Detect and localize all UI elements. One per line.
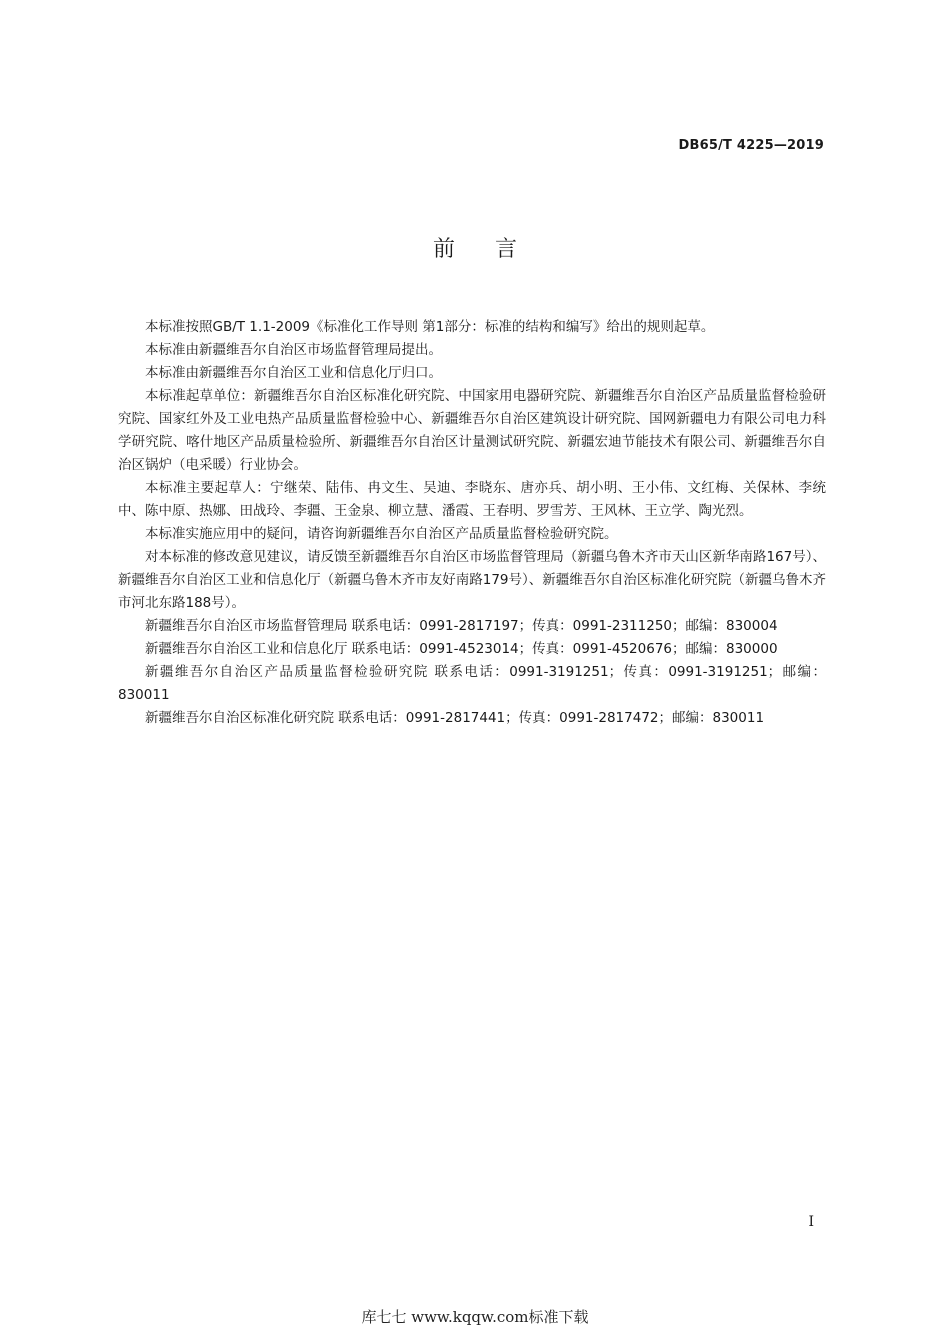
paragraph-drafters: 本标准主要起草人：宁继荣、陆伟、冉文生、吴迪、李晓东、唐亦兵、胡小明、王小伟、文红梅、关保林、李统中、陈中原、热娜、田战玲、李疆、王金泉、柳立慧、潘霞、王春明、罗雪芳、王风林、王立学、陶光烈。 (118, 480, 826, 519)
contact-industry-it: 新疆维吾尔自治区工业和信息化厅 联系电话：0991-4523014；传真：0991-4520676；邮编：830000 (145, 641, 778, 657)
paragraph-drafting-units: 本标准起草单位：新疆维吾尔自治区标准化研究院、中国家用电器研究院、新疆维吾尔自治区产品质量监督检验研究院、国家红外及工业电热产品质量监督检验中心、新疆维吾尔自治区建筑设计研究院、国网新疆电力有限公司电力科学研究院、喀什地区产品质量检验所、新疆维吾尔自治区计量测试研究院、新疆宏迪节能技术有限公司、新疆维吾尔自治区锅炉（电采暖）行业协会。 (118, 388, 826, 473)
paragraph-proposer: 本标准由新疆维吾尔自治区市场监督管理局提出。 (145, 342, 442, 358)
standard-code: DB65/T 4225—2019 (678, 138, 824, 153)
contact-market-supervision: 新疆维吾尔自治区市场监督管理局 联系电话：0991-2817197；传真：0991-2311250；邮编：830004 (145, 618, 778, 634)
page-title: 前言 (432, 237, 557, 262)
paragraph-drafting-rules: 本标准按照GB/T 1.1-2009《标准化工作导则 第1部分：标准的结构和编写》给出的规则起草。 (145, 319, 715, 335)
paragraph-administrator: 本标准由新疆维吾尔自治区工业和信息化厅归口。 (145, 365, 442, 381)
footer-watermark: 库七七 www.kqqw.com标准下载 (361, 1308, 589, 1326)
foreword-body (118, 316, 826, 730)
paragraph-inquiries: 本标准实施应用中的疑问，请咨询新疆维吾尔自治区产品质量监督检验研究院。 (145, 526, 618, 542)
contact-standardization: 新疆维吾尔自治区标准化研究院 联系电话：0991-2817441；传真：0991-2817472；邮编：830011 (145, 710, 765, 726)
paragraph-feedback: 对本标准的修改意见建议，请反馈至新疆维吾尔自治区市场监督管理局（新疆乌鲁木齐市天山区新华南路167号）、新疆维吾尔自治区工业和信息化厅（新疆乌鲁木齐市友好南路179号）、新疆维吾尔自治区标准化研究院（新疆乌鲁木齐市河北东路188号）。 (118, 549, 826, 611)
page-number: I (808, 1214, 814, 1230)
contact-quality-inspection: 新疆维吾尔自治区产品质量监督检验研究院 联系电话：0991-3191251；传真：0991-3191251；邮编：830011 (118, 664, 826, 703)
